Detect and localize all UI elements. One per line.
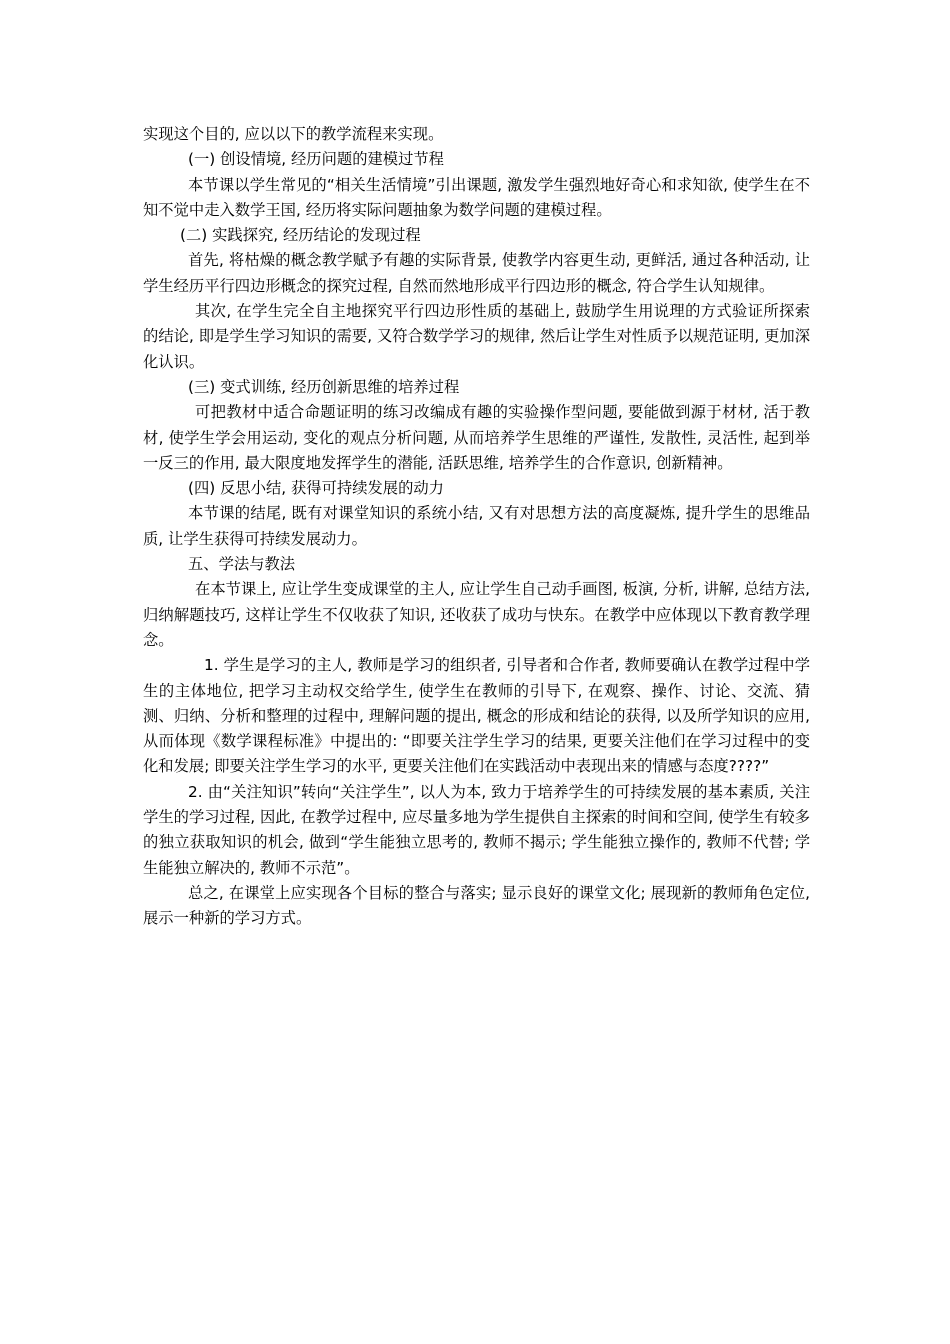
document-body <box>143 122 810 932</box>
section-heading: 五、学法与教法 <box>188 555 296 574</box>
paragraph: 本节课以学生常见的“相关生活情境”引出课题, 激发学生强烈地好奇心和求知欲, 使学生在不知不觉中走入数学王国, 经历将实际问题抽象为数学问题的建模过程。 <box>143 175 810 219</box>
paragraph: 在本节课上, 应让学生变成课堂的主人, 应让学生自己动手画图, 板演, 分析, 讲解, 总结方法, 归纳解题技巧, 这样让学生不仅收获了知识, 还收获了成功与快东。在教学中应体现以下教育教学理念。 <box>143 580 810 649</box>
list-item: 2. 由“关注知识”转向“关注学生”, 以人为本, 致力于培养学生的可持续发展的基本素质, 关注学生的学习过程, 因此, 在教学过程中, 应尽量多地为学生提供自主探索的时间和空间, 使学生有较多的独立获取知识的机会, 做到“学生能独立思考的, 教师不揭示; 学生能独立操作的, 教师不代替; 学生能独立解决的, 教师不示范”。 <box>143 782 810 877</box>
paragraph: 本节课的结尾, 既有对课堂知识的系统小结, 又有对思想方法的高度凝炼, 提升学生的思维品质, 让学生获得可持续发展动力。 <box>143 504 810 548</box>
paragraph: 总之, 在课堂上应实现各个目标的整合与落实; 显示良好的课堂文化; 展现新的教师角色定位, 展示一种新的学习方式。 <box>143 883 810 928</box>
section-heading: (三) 变式训练, 经历创新思维的培养过程 <box>188 377 460 396</box>
list-item: 1. 学生是学习的主人, 教师是学习的组织者, 引导者和合作者, 教师要确认在教学过程中学生的主体地位, 把学习主动权交给学生, 使学生在教师的引导下, 在观察、操作、讨论、交流、猜测、归纳、分析和整理的过程中, 理解问题的提出, 概念的形成和结论的获得, 以及所学知识的应用, 从而体现《数学课程标准》中提出的: “即要关注学生学习的结果, 更要关注他们在学习过程中的变化和发展; 即要关注学生学习的水平, 更要关注他们在实践活动中表现出来的情感与态度????” <box>143 656 810 776</box>
paragraph: 实现这个目的, 应以以下的教学流程来实现。 <box>143 125 444 143</box>
paragraph: 可把教材中适合命题证明的练习改编成有趣的实验操作型问题, 要能做到源于材材, 活于教材, 使学生学会用运动, 变化的观点分析问题, 从而培养学生思维的严谨性, 发散性, 灵活性, 起到举一反三的作用, 最大限度地发挥学生的潜能, 活跃思维, 培养学生的合作意识, 创新精神。 <box>143 403 810 472</box>
paragraph: 其次, 在学生完全自主地探究平行四边形性质的基础上, 鼓励学生用说理的方式验证所探索的结论, 即是学生学习知识的需要, 又符合数学学习的规律, 然后让学生对性质予以规范证明, 更加深化认识。 <box>143 302 810 371</box>
paragraph: 首先, 将枯燥的概念教学赋予有趣的实际背景, 使教学内容更生动, 更鲜活, 通过各种活动, 让学生经历平行四边形概念的探究过程, 自然而然地形成平行四边形的概念, 符合学生认知规律。 <box>143 251 810 295</box>
section-heading: (二) 实践探究, 经历结论的发现过程 <box>180 226 421 245</box>
section-heading: (四) 反思小结, 获得可持续发展的动力 <box>188 479 444 498</box>
section-heading: (一) 创设情境, 经历问题的建模过节程 <box>188 150 444 169</box>
